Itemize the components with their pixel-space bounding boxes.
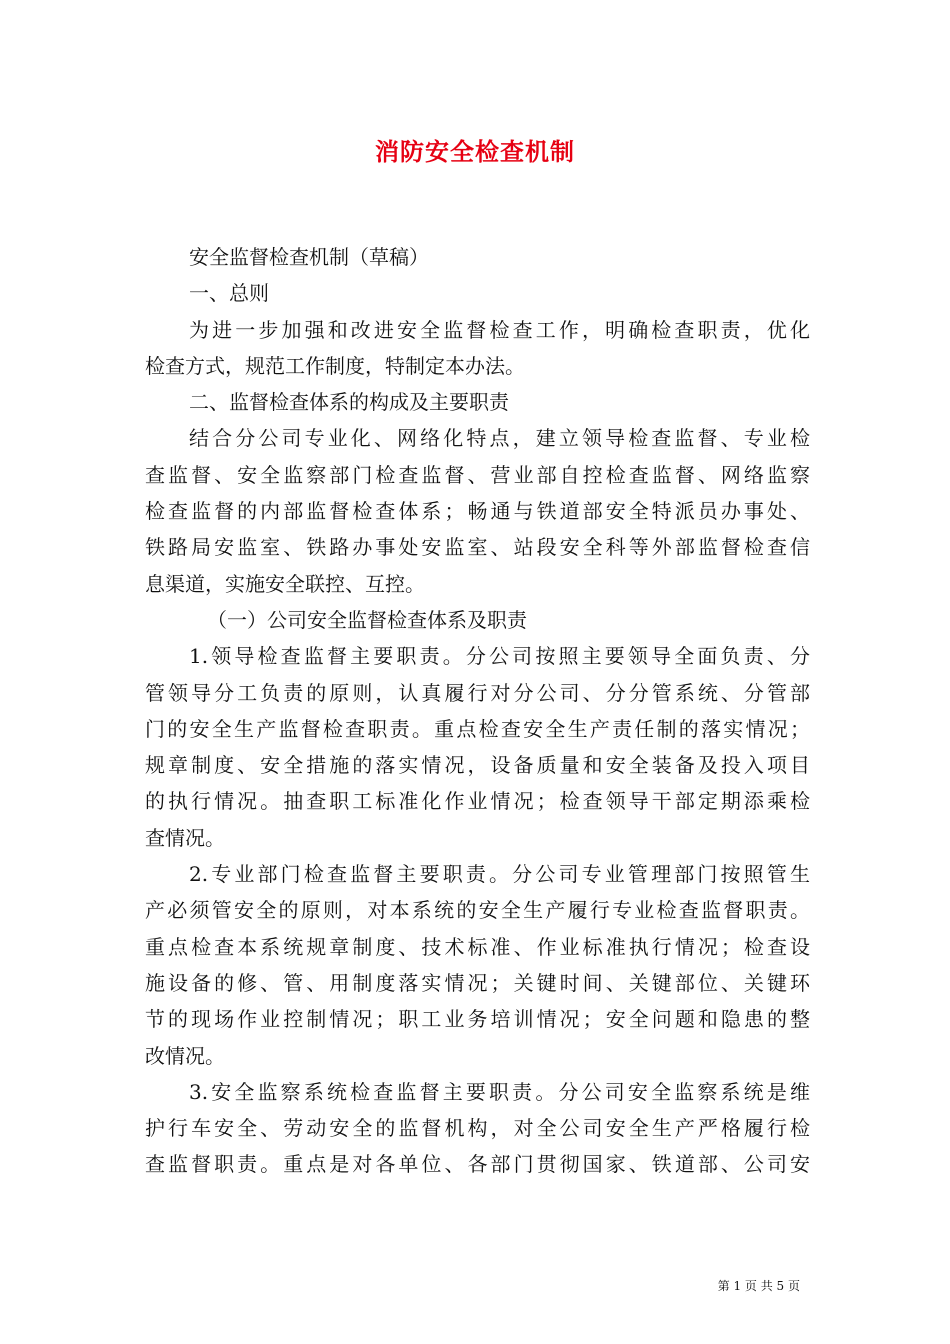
- paragraph-line-text: 护行车安全、劳动安全的监督机构，对全公司安全生产严格履行检: [145, 1116, 810, 1141]
- paragraph-line-text: 2.专业部门检查监督主要职责。分公司专业管理部门按照管生: [189, 862, 810, 887]
- paragraph-line: [145, 965, 810, 1001]
- paragraph-line-text: 查情况。: [145, 825, 225, 850]
- paragraph-line: [145, 929, 810, 965]
- paragraph-line-text: 产必须管安全的原则，对本系统的安全生产履行专业检查监督职责。: [145, 898, 810, 923]
- paragraph-line-text: 改情况。: [145, 1043, 225, 1068]
- paragraph-line-text: 铁路局安监室、铁路办事处安监室、站段安全科等外部监督检查信: [145, 535, 810, 560]
- paragraph-line-text: 查监督职责。重点是对各单位、各部门贯彻国家、铁道部、公司安: [145, 1152, 810, 1177]
- paragraph-line: [145, 1038, 810, 1074]
- paragraph-line: [145, 1074, 810, 1110]
- paragraph-line-text: 一、总则: [189, 281, 269, 306]
- paragraph-line-text: 3.安全监察系统检查监督主要职责。分公司安全监察系统是维: [189, 1079, 810, 1104]
- paragraph-line-text: 节的现场作业控制情况；职工业务培训情况；安全问题和隐患的整: [145, 1007, 810, 1032]
- document-body: [145, 239, 810, 1183]
- paragraph-line-text: 管领导分工负责的原则，认真履行对分公司、分分管系统、分管部: [145, 680, 810, 705]
- paragraph-line: [145, 1110, 810, 1146]
- paragraph-line: [145, 239, 810, 275]
- paragraph-line: [145, 493, 810, 529]
- page-number-footer: 第 1 页 共 5 页: [717, 1279, 800, 1293]
- paragraph-line: [145, 348, 810, 384]
- paragraph-line-text: 查监督、安全监察部门检查监督、营业部自控检查监督、网络监察: [145, 462, 810, 487]
- paragraph-line-text: 门的安全生产监督检查职责。重点检查安全生产责任制的落实情况；: [145, 716, 810, 741]
- paragraph-line: [145, 529, 810, 565]
- paragraph-line: [145, 747, 810, 783]
- paragraph-line: [145, 420, 810, 456]
- paragraph-line-text: 息渠道，实施安全联控、互控。: [145, 571, 425, 596]
- paragraph-line: [145, 384, 810, 420]
- paragraph-line-text: 二、监督检查体系的构成及主要职责: [189, 390, 509, 415]
- paragraph-line: [145, 820, 810, 856]
- paragraph-line-text: （一）公司安全监督检查体系及职责: [207, 607, 527, 632]
- document-title: 消防安全检查机制: [375, 138, 575, 166]
- paragraph-line-text: 重点检查本系统规章制度、技术标准、作业标准执行情况；检查设: [145, 934, 810, 959]
- paragraph-line: [145, 856, 810, 892]
- paragraph-line-text: 为进一步加强和改进安全监督检查工作，明确检查职责，优化: [189, 317, 810, 342]
- paragraph-line: [145, 783, 810, 819]
- paragraph-line: [145, 638, 810, 674]
- paragraph-line-text: 施设备的修、管、用制度落实情况；关键时间、关键部位、关键环: [145, 970, 810, 995]
- paragraph-line: [145, 602, 810, 638]
- paragraph-line-text: 1.领导检查监督主要职责。分公司按照主要领导全面负责、分: [189, 644, 810, 669]
- paragraph-line-text: 检查监督的内部监督检查体系；畅通与铁道部安全特派员办事处、: [145, 499, 810, 524]
- paragraph-line-text: 结合分公司专业化、网络化特点，建立领导检查监督、专业检: [189, 426, 810, 451]
- paragraph-line-text: 的执行情况。抽查职工标准化作业情况；检查领导干部定期添乘检: [145, 789, 810, 814]
- paragraph-line: [145, 312, 810, 348]
- paragraph-line: [145, 711, 810, 747]
- paragraph-line: [145, 675, 810, 711]
- paragraph-line: [145, 457, 810, 493]
- paragraph-line: [145, 1146, 810, 1182]
- paragraph-line-text: 规章制度、安全措施的落实情况，设备质量和安全装备及投入项目: [145, 753, 810, 778]
- paragraph-line-text: 安全监督检查机制（草稿）: [189, 245, 429, 269]
- paragraph-line: [145, 1001, 810, 1037]
- paragraph-line-text: 检查方式，规范工作制度，特制定本办法。: [145, 353, 525, 378]
- paragraph-line: [145, 892, 810, 928]
- paragraph-line: [145, 275, 810, 311]
- paragraph-line: [145, 566, 810, 602]
